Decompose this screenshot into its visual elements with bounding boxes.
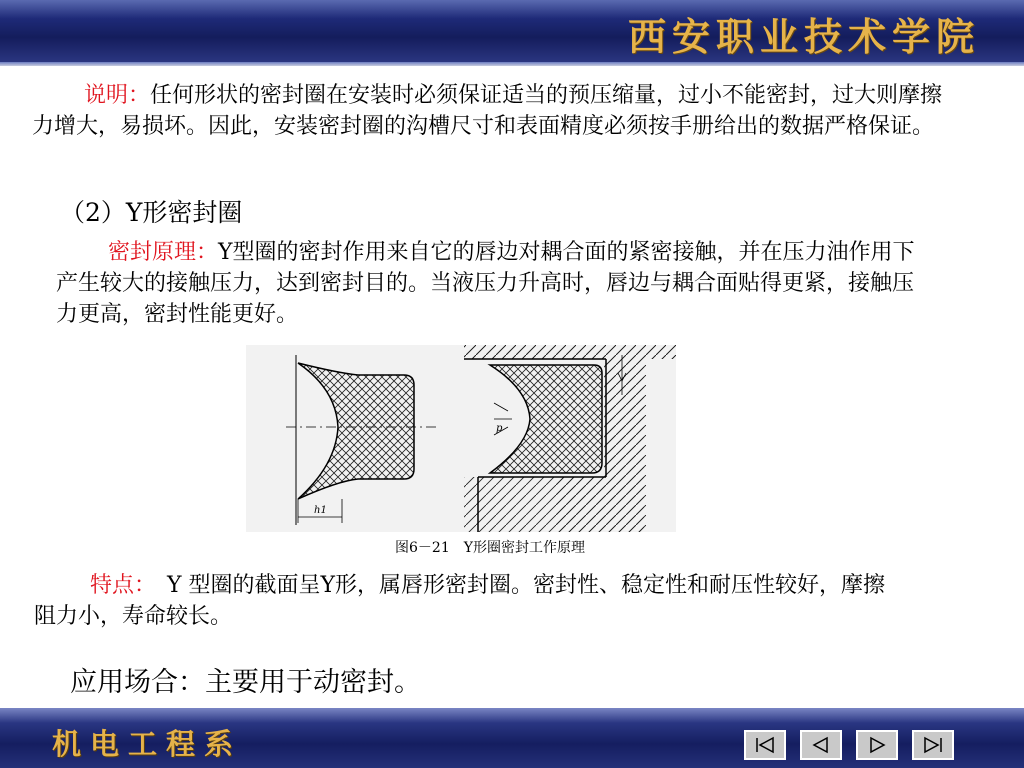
department-name: 机电工程系 xyxy=(52,727,243,761)
seal-free-state xyxy=(286,355,436,525)
school-name: 西安职业技术学院 xyxy=(627,14,980,59)
figure-caption: 图6－21 Y形圈密封工作原理 xyxy=(395,540,585,556)
footer-bar xyxy=(0,708,1024,768)
note-label: 说明： xyxy=(84,83,151,108)
principle-paragraph xyxy=(56,237,926,330)
principle-text: Y型圈的密封作用来自它的唇边对耦合面的紧密接触，并在压力油作用下产生较大的接触压力，达到密封目的。当液压力升高时，唇边与耦合面贴得更紧，接触压力更高，密封性能更好。 xyxy=(56,240,915,327)
h1-label: h1 xyxy=(314,505,327,516)
features-text: Y 型圈的截面呈Y形，属唇形密封圈。密封性、稳定性和耐压性较好，摩擦阻力小，寿命较长。 xyxy=(34,573,886,629)
last-page-button[interactable] xyxy=(912,730,954,760)
section-heading: （2）Y形密封圈 xyxy=(60,198,243,227)
first-page-button[interactable] xyxy=(744,730,786,760)
seal-installed-state xyxy=(464,345,676,532)
header-bar xyxy=(0,0,1024,62)
application-text: 应用场合：主要用于动密封。 xyxy=(70,667,421,698)
next-page-button[interactable] xyxy=(856,730,898,760)
note-paragraph xyxy=(32,80,952,142)
y-seal-figure xyxy=(246,345,676,532)
first-page-icon xyxy=(751,735,779,755)
p-label: p xyxy=(496,423,503,434)
note-text: 任何形状的密封圈在安装时必须保证适当的预压缩量，过小不能密封，过大则摩擦力增大，易损坏。因此，安装密封圈的沟槽尺寸和表面精度必须按手册给出的数据严格保证。 xyxy=(32,83,943,139)
last-page-icon xyxy=(919,735,947,755)
previous-page-icon xyxy=(807,735,835,755)
features-paragraph xyxy=(34,570,894,632)
next-page-icon xyxy=(863,735,891,755)
principle-label: 密封原理： xyxy=(108,240,219,265)
features-label: 特点： xyxy=(90,573,146,598)
previous-page-button[interactable] xyxy=(800,730,842,760)
